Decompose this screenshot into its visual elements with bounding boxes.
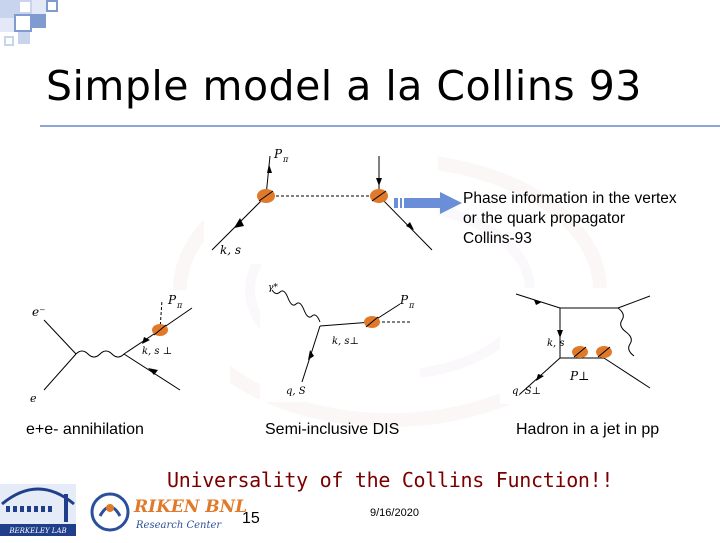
riken-bnl-subtext: Research Center: [136, 520, 222, 531]
slide-date: 9/16/2020: [370, 507, 419, 519]
caption-pp: Hadron in a jet in pp: [516, 421, 660, 438]
pointer-arrow: [392, 190, 464, 216]
pp-ks-label: k, s: [547, 338, 565, 349]
pp-jet-diagram: [500, 288, 670, 404]
dis-ks-label: k, s⊥: [332, 336, 359, 347]
caption-ee: e+e- annihilation: [26, 421, 144, 438]
sidis-diagram: [260, 282, 420, 402]
ee-e-plus-label: e: [30, 392, 37, 405]
top-ks-label: k, s: [220, 243, 242, 257]
berkeley-lab-logo: [0, 480, 76, 538]
dis-qs-label: q, S: [286, 386, 306, 397]
top-p-sub: π: [283, 155, 289, 164]
pp-qs-label: q, S⊥: [512, 386, 542, 397]
ee-ks-label: k, s ⊥: [142, 346, 173, 357]
universality-statement: Universality of the Collins Function!!: [167, 468, 614, 492]
note-line-1: Phase information in the vertex: [463, 190, 677, 207]
dis-gamma-label: γ*: [268, 283, 278, 293]
ee-p-label: P: [168, 293, 177, 307]
riken-bnl-text: RIKEN BNL: [134, 497, 248, 517]
ee-e-minus-label: e⁻: [32, 305, 46, 319]
dis-p-sub: π: [409, 301, 415, 310]
ee-annihilation-diagram: [30, 290, 230, 410]
note-line-3: Collins-93: [463, 230, 532, 247]
page-number: 15: [242, 510, 260, 527]
pp-pperp-label: P⊥: [570, 369, 590, 383]
caption-dis: Semi-inclusive DIS: [265, 421, 400, 438]
dis-p-label: P: [400, 293, 409, 307]
phase-note: [463, 189, 677, 249]
riken-bnl-logo: [90, 486, 248, 538]
top-p-label: P: [274, 147, 283, 161]
berkeley-lab-text: BERKELEY LAB: [9, 527, 67, 535]
ee-p-sub: π: [177, 301, 183, 310]
slide-title: Simple model a la Collins 93: [46, 62, 642, 110]
note-line-2: or the quark propagator: [463, 210, 625, 227]
title-rule: [40, 125, 720, 127]
